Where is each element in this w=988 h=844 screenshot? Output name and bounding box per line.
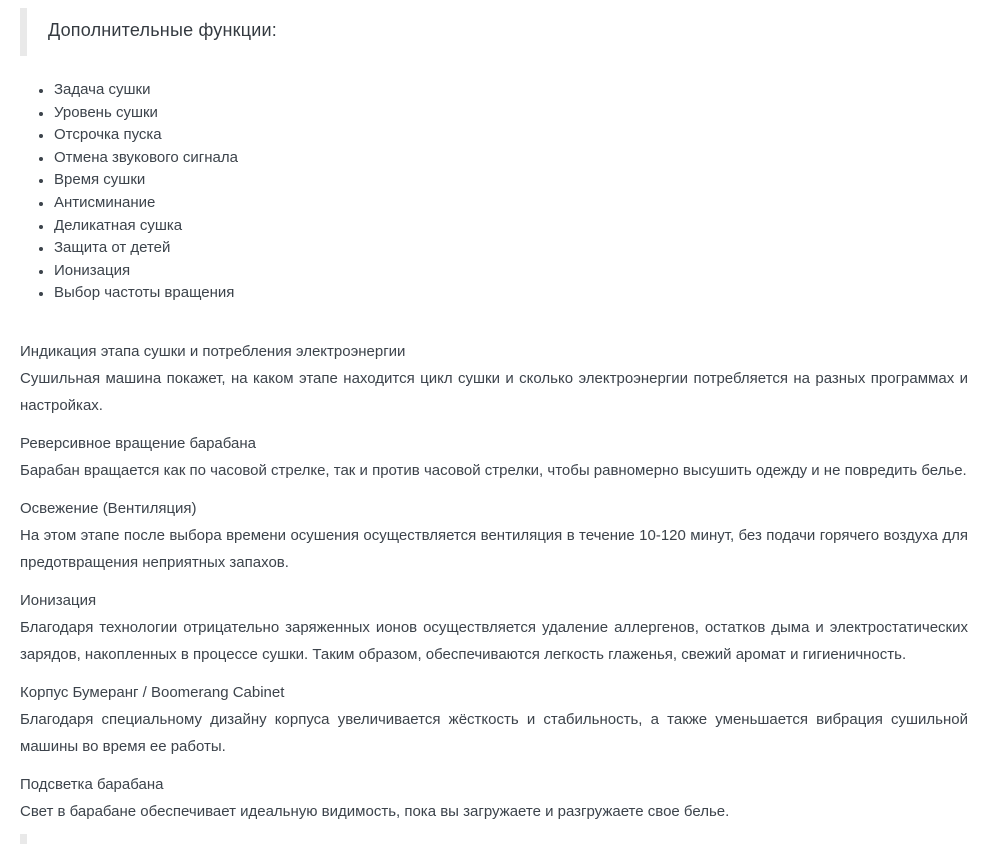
product-description-page (0, 8, 988, 844)
section-body: Свет в барабане обеспечивает идеальную видимость, пока вы загружаете и разгружаете свое белье. (20, 802, 730, 820)
heading-accent-bar (20, 8, 27, 56)
feature-list-item: • Время сушки (53, 169, 988, 192)
feature-list-item: • Деликатная сушка (53, 215, 988, 238)
feature-section (20, 338, 968, 419)
features-list (20, 79, 988, 305)
page-title: Дополнительные функции: (48, 20, 277, 40)
feature-list-item: • Отмена звукового сигнала (53, 147, 988, 170)
section-body: На этом этапе после выбора времени осушения осуществляется вентиляция в течение 10-120 минут, без подачи горячего воздуха для предотвращения неприятных запахов. (20, 526, 968, 571)
section-body: Барабан вращается как по часовой стрелке, так и против часовой стрелки, чтобы равномерно высушить одежду и не повредить белье. (20, 461, 967, 479)
section-body: Благодаря специальному дизайну корпуса увеличивается жёсткость и стабильность, а также уменьшается вибрация сушильной машины во время ее работы. (20, 710, 968, 755)
section-title: Ионизация (20, 591, 97, 609)
feature-list-item: • Ионизация (53, 260, 988, 283)
section-title: Индикация этапа сушки и потребления электроэнергии (20, 342, 406, 360)
section-title: Реверсивное вращение барабана (20, 434, 256, 452)
section-heading-block (20, 8, 988, 56)
section-title: Подсветка барабана (20, 775, 164, 793)
section-title: Освежение (Вентиляция) (20, 499, 197, 517)
feature-section (20, 495, 968, 576)
section-body: Благодаря технологии отрицательно заряженных ионов осуществляется удаление аллергенов, остатков дыма и электростатических зарядов, накопленных в процессе сушки. Таким образом, обеспечиваются легкость глаженья, свежий аромат и гигиеничность. (20, 618, 968, 663)
section-body: Сушильная машина покажет, на каком этапе находится цикл сушки и сколько электроэнергии потребляется на разных программах и настройках. (20, 369, 968, 414)
feature-list-item: • Защита от детей (53, 237, 988, 260)
feature-list-item: • Выбор частоты вращения (53, 282, 988, 305)
feature-section (20, 430, 968, 484)
feature-list-item: • Уровень сушки (53, 102, 988, 125)
feature-list-item: • Задача сушки (53, 79, 988, 102)
feature-list-item: • Антисминание (53, 192, 988, 215)
feature-sections (20, 338, 968, 825)
feature-section (20, 679, 968, 760)
feature-section (20, 771, 968, 825)
feature-list-item: • Отсрочка пуска (53, 124, 988, 147)
section-title: Корпус Бумеранг / Boomerang Cabinet (20, 683, 285, 701)
feature-section (20, 587, 968, 668)
